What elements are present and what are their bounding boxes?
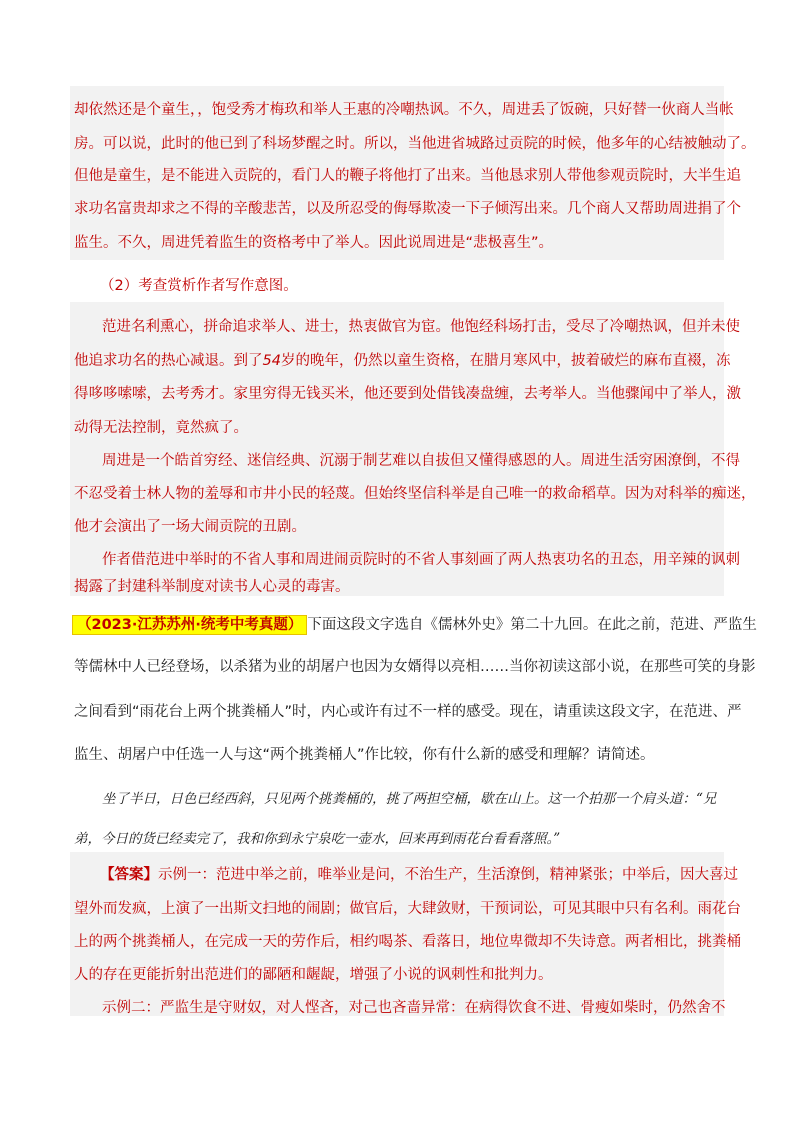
- answer-text: 示例一：范进中举之前，唯举业是问，不治生产，生活潦倒，精神紧张；中举后，因大喜过: [158, 867, 738, 883]
- text-line: 得哆哆嗦嗦，去考秀才。家里穷得无钱买米，他还要到处借钱凑盘缠，去考举人。当他骤闻中了举人，激: [74, 386, 741, 402]
- text-line: 动得无法控制，竟然疯了。: [74, 420, 248, 436]
- text-line: 作者借范进中举时的不省人事和周进闹贡院时的不省人事刻画了两人热衷功名的丑态，用辛辣的讽刺: [102, 552, 740, 568]
- text-line: 求功名富贵却求之不得的辛酸悲苦，以及所忍受的侮辱欺凌一下子倾泻出来。几个商人又帮助周进捐了个: [74, 201, 741, 217]
- question-line: 等儒林中人已经登场，以杀猪为业的胡屠户也因为女婿得以亮相……当你初读这部小说，在那些可笑的身影: [74, 659, 756, 675]
- text-line: 房。可以说，此时的他已到了科场梦醒之时。所以，当他进省城路过贡院的时候，他多年的心结被触动了。: [74, 136, 756, 152]
- text-line: 范进名利熏心，拼命追求举人、进士，热衷做官为宦。他饱经科场打击，受尽了冷嘲热讽，但并未使: [102, 319, 740, 335]
- answer-line: 望外而发疯，上演了一出斯文扫地的闹剧；做官后，大肆敛财，干预词讼，可见其眼中只有名利。雨花台: [74, 901, 741, 917]
- text-line: [74, 352, 730, 370]
- answer-line: 示例二：严监生是守财奴，对人悭吝，对己也吝啬异常：在病得饮食不进、骨瘦如柴时，仍然舍不: [102, 1000, 726, 1016]
- text-line: 却依然还是个童生，，饱受秀才梅玖和举人王惠的冷嘲热讽。不久，周进丢了饭碗，只好替一伙商人当帐: [74, 102, 734, 118]
- answer-label: 【答案】: [100, 867, 158, 883]
- question-line: 监生、胡屠户中任选一人与这“两个挑粪桶人”作比较，你有什么新的感受和理解？请简述。: [74, 747, 655, 763]
- text-line: 揭露了封建科举制度对读书人心灵的毒害。: [74, 579, 350, 595]
- text-span: 他追求功名的热心减退。到了: [74, 353, 263, 369]
- quote-line: 坐了半日，日色已经西斜，只见两个挑粪桶的，挑了两担空桶，歇在山上。这一个拍那一个肩头道：“兄: [102, 791, 717, 807]
- age-number: 54: [262, 353, 281, 369]
- question-text: 下面这段文字选自《儒林外史》第二十九回。在此之前，范进、严监生: [307, 617, 757, 633]
- quote-line: 弟，今日的货已经卖完了，我和你到永宁泉吃一壶水，回来再到雨花台看看落照。”: [74, 831, 561, 847]
- text-line: 但他是童生，是不能进入贡院的，看门人的鞭子将他打了出来。当他恳求别人带他参观贡院时，大半生追: [74, 168, 741, 184]
- answer-line: 上的两个挑粪桶人，在完成一天的劳作后，相约喝茶、看落日，地位卑微却不失诗意。两者相比，挑粪桶: [74, 934, 741, 950]
- answer-first-line: [100, 866, 738, 884]
- text-line: 周进是一个皓首穷经、迷信经典、沉溺于制艺难以自拔但又懂得感恩的人。周进生活穷困潦倒，不得: [102, 453, 740, 469]
- question-line: 之间看到“雨花台上两个挑粪桶人”时，内心或许有过不一样的感受。现在，请重读这段文字，在范进、严: [74, 704, 742, 720]
- text-line: 监生。不久，周进凭着监生的资格考中了举人。因此说周进是“悲极喜生”。: [74, 235, 554, 251]
- text-line: 不忍受着士林人物的羞辱和市井小民的轻蔑。但始终坚信科举是自己唯一的救命稻草。因为对科举的痴迷，: [74, 486, 756, 502]
- text-span: 岁的晚年，仍然以童生资格，在腊月寒风中，披着破烂的麻布直裰，冻: [280, 353, 731, 369]
- question-first-line: [72, 616, 757, 634]
- point-heading: （2）考查赏析作者写作意图。: [100, 278, 298, 294]
- exam-source-tag: （2023·江苏苏州·统考中考真题）: [72, 615, 307, 635]
- answer-line: 人的存在更能折射出范进们的鄙陋和龌龊，增强了小说的讽刺性和批判力。: [74, 967, 553, 983]
- text-line: 他才会演出了一场大闹贡院的丑剧。: [74, 519, 306, 535]
